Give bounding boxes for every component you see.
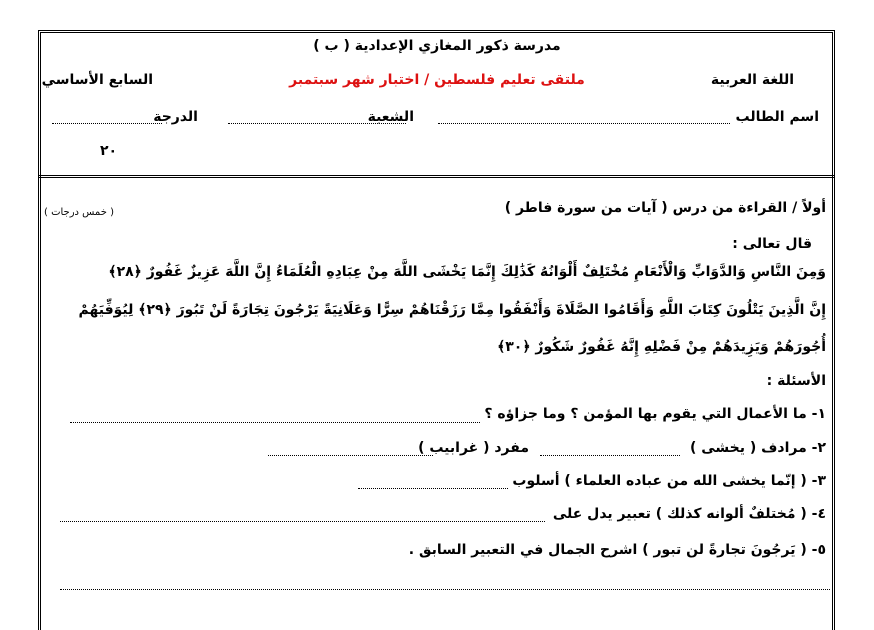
answer-line-3[interactable] [358,487,508,489]
section-label: الشعبة [367,109,414,125]
answer-line-2a[interactable] [540,454,680,456]
answer-line-4[interactable] [60,520,545,522]
question-1: ١- ما الأعمال التي يقوم بها المؤمن ؟ وما جزاؤه ؟ [484,406,826,422]
section-field[interactable] [228,122,406,124]
grade-level: السابع الأساسي [41,72,153,88]
forum-title: ملتقى تعليم فلسطين / اختبار شهر سبتمبر [289,72,585,88]
student-name-field[interactable] [438,122,730,124]
question-2a: ٢- مرادف ( يخشى ) [689,440,826,456]
subject-label: اللغة العربية [710,72,794,88]
answer-line-2b[interactable] [268,454,433,456]
verse-line: وَمِنَ النَّاسِ وَالدَّوَابِّ وَالْأَنْعَامِ مُخْتَلِفٌ أَلْوَانُهُ كَذَٰلِكَ إِنَّمَا يَخْشَى اللَّهَ مِنْ عِبَادِهِ الْعُلَمَاءُ إِنَّ اللَّهَ عَزِيزٌ غَفُورٌ ﴿٢٨﴾ [108,264,826,280]
question-3: ٣- ( إنّما يخشى الله من عباده العلماء ) أسلوب [512,473,826,489]
questions-label: الأسئلة : [766,373,826,389]
answer-line-1[interactable] [70,421,480,423]
verse-line: إِنَّ الَّذِينَ يَتْلُونَ كِتَابَ اللَّهِ وَأَقَامُوا الصَّلَاةَ وَأَنْفَقُوا مِمَّا رَزَقْنَاهُمْ سِرًّا وَعَلَانِيَةً يَرْجُونَ تِجَارَةً لَنْ تَبُورَ ﴿٢٩﴾ لِيُوَفِّيَهُمْ [78,302,826,318]
verse-line: أُجُورَهُمْ وَيَزِيدَهُمْ مِنْ فَضْلِهِ إِنَّهُ غَفُورٌ شَكُورٌ ﴿٣٠﴾ [497,339,826,355]
question-2b: مفرد ( غرابيب ) [418,440,529,456]
total-mark: ٢٠ [100,143,118,159]
mark-label: الدرجة [153,109,198,125]
school-name: مدرسة ذكور المغازي الإعدادية ( ب ) [313,38,561,54]
section-title: أولاً / القراءة من درس ( آيات من سورة فاطر ) [504,200,826,216]
header-divider [38,175,835,178]
verse-intro: قال تعالى : [732,236,812,252]
answer-line-5[interactable] [60,588,830,590]
mark-field[interactable] [52,122,162,124]
question-4: ٤- ( مُختلفٌ ألوانه كذلك ) تعبير يدل على [552,506,826,522]
section-points: ( خمس درجات ) [44,207,114,218]
student-name-label: اسم الطالب [735,109,819,125]
question-5: ٥- ( يَرجُونَ تجارةً لن تبور ) اشرح الجمال في التعبير السابق . [408,542,826,558]
